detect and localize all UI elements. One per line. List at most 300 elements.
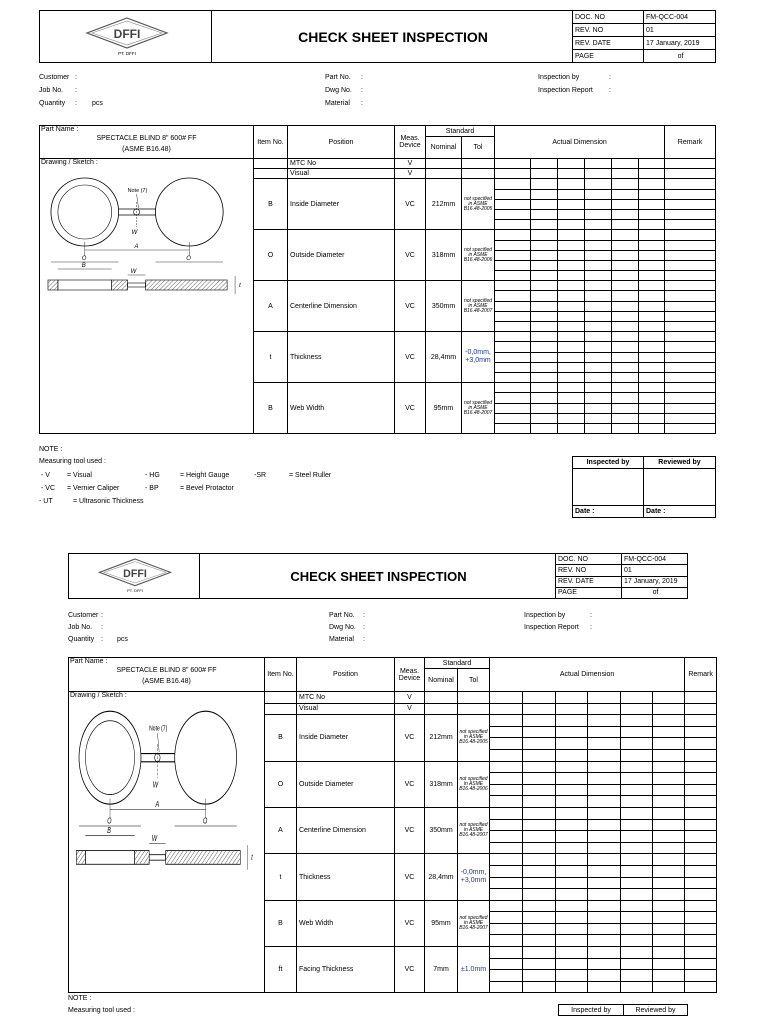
measurement-cell[interactable] xyxy=(495,199,531,209)
remark-cell[interactable] xyxy=(665,332,716,342)
measurement-cell[interactable] xyxy=(490,854,523,866)
measurement-cell[interactable] xyxy=(612,291,639,301)
measurement-cell[interactable] xyxy=(531,250,558,260)
measurement-cell[interactable] xyxy=(558,159,585,169)
measurement-cell[interactable] xyxy=(490,958,523,970)
measurement-cell[interactable] xyxy=(612,393,639,403)
measurement-cell[interactable] xyxy=(556,900,588,912)
measurement-cell[interactable] xyxy=(490,865,523,877)
measurement-cell[interactable] xyxy=(495,159,531,169)
measurement-cell[interactable] xyxy=(588,842,621,854)
measurement-cell[interactable] xyxy=(639,179,665,189)
measurement-cell[interactable] xyxy=(653,842,685,854)
measurement-cell[interactable] xyxy=(612,240,639,250)
remark-cell[interactable] xyxy=(665,352,716,362)
measurement-cell[interactable] xyxy=(653,900,685,912)
measurement-cell[interactable] xyxy=(653,912,685,924)
measurement-cell[interactable] xyxy=(531,169,558,179)
measurement-cell[interactable] xyxy=(523,703,556,715)
measurement-cell[interactable] xyxy=(490,738,523,750)
measurement-cell[interactable] xyxy=(558,372,585,382)
measurement-cell[interactable] xyxy=(653,831,685,843)
measurement-cell[interactable] xyxy=(523,889,556,901)
measurement-cell[interactable] xyxy=(588,807,621,819)
measurement-cell[interactable] xyxy=(495,169,531,179)
remark-cell[interactable] xyxy=(665,291,716,301)
measurement-cell[interactable] xyxy=(588,796,621,808)
measurement-cell[interactable] xyxy=(523,947,556,959)
measurement-cell[interactable] xyxy=(523,970,556,982)
measurement-cell[interactable] xyxy=(621,715,653,727)
measurement-cell[interactable] xyxy=(585,230,612,240)
measurement-cell[interactable] xyxy=(531,209,558,219)
measurement-cell[interactable] xyxy=(585,220,612,230)
measurement-cell[interactable] xyxy=(495,413,531,423)
measurement-cell[interactable] xyxy=(495,393,531,403)
measurement-cell[interactable] xyxy=(556,703,588,715)
remark-cell[interactable] xyxy=(665,240,716,250)
measurement-cell[interactable] xyxy=(653,738,685,750)
measurement-cell[interactable] xyxy=(639,322,665,332)
measurement-cell[interactable] xyxy=(653,854,685,866)
measurement-cell[interactable] xyxy=(653,726,685,738)
measurement-cell[interactable] xyxy=(490,692,523,704)
measurement-cell[interactable] xyxy=(558,179,585,189)
measurement-cell[interactable] xyxy=(490,842,523,854)
remark-cell[interactable] xyxy=(665,159,716,169)
measurement-cell[interactable] xyxy=(531,291,558,301)
measurement-cell[interactable] xyxy=(558,311,585,321)
measurement-cell[interactable] xyxy=(490,807,523,819)
measurement-cell[interactable] xyxy=(612,260,639,270)
measurement-cell[interactable] xyxy=(531,199,558,209)
measurement-cell[interactable] xyxy=(585,179,612,189)
measurement-cell[interactable] xyxy=(585,250,612,260)
measurement-cell[interactable] xyxy=(612,332,639,342)
measurement-cell[interactable] xyxy=(585,301,612,311)
measurement-cell[interactable] xyxy=(588,726,621,738)
measurement-cell[interactable] xyxy=(588,947,621,959)
measurement-cell[interactable] xyxy=(490,831,523,843)
measurement-cell[interactable] xyxy=(495,291,531,301)
remark-cell[interactable] xyxy=(665,403,716,413)
measurement-cell[interactable] xyxy=(558,240,585,250)
remark-cell[interactable] xyxy=(685,819,717,831)
measurement-cell[interactable] xyxy=(653,761,685,773)
measurement-cell[interactable] xyxy=(621,703,653,715)
measurement-cell[interactable] xyxy=(621,692,653,704)
measurement-cell[interactable] xyxy=(612,301,639,311)
measurement-cell[interactable] xyxy=(588,819,621,831)
measurement-cell[interactable] xyxy=(585,423,612,433)
remark-cell[interactable] xyxy=(665,250,716,260)
measurement-cell[interactable] xyxy=(639,413,665,423)
measurement-cell[interactable] xyxy=(639,311,665,321)
measurement-cell[interactable] xyxy=(588,715,621,727)
measurement-cell[interactable] xyxy=(585,322,612,332)
measurement-cell[interactable] xyxy=(556,831,588,843)
measurement-cell[interactable] xyxy=(653,947,685,959)
measurement-cell[interactable] xyxy=(588,738,621,750)
remark-cell[interactable] xyxy=(685,796,717,808)
measurement-cell[interactable] xyxy=(639,383,665,393)
remark-cell[interactable] xyxy=(685,935,717,947)
measurement-cell[interactable] xyxy=(588,981,621,993)
measurement-cell[interactable] xyxy=(556,889,588,901)
measurement-cell[interactable] xyxy=(621,796,653,808)
measurement-cell[interactable] xyxy=(588,749,621,761)
measurement-cell[interactable] xyxy=(585,393,612,403)
measurement-cell[interactable] xyxy=(531,230,558,240)
measurement-cell[interactable] xyxy=(495,383,531,393)
measurement-cell[interactable] xyxy=(639,352,665,362)
measurement-cell[interactable] xyxy=(612,311,639,321)
measurement-cell[interactable] xyxy=(612,281,639,291)
measurement-cell[interactable] xyxy=(639,362,665,372)
measurement-cell[interactable] xyxy=(621,831,653,843)
measurement-cell[interactable] xyxy=(523,726,556,738)
measurement-cell[interactable] xyxy=(621,749,653,761)
measurement-cell[interactable] xyxy=(588,703,621,715)
remark-cell[interactable] xyxy=(685,842,717,854)
measurement-cell[interactable] xyxy=(556,970,588,982)
measurement-cell[interactable] xyxy=(639,291,665,301)
measurement-cell[interactable] xyxy=(556,796,588,808)
measurement-cell[interactable] xyxy=(490,935,523,947)
measurement-cell[interactable] xyxy=(621,877,653,889)
remark-cell[interactable] xyxy=(685,947,717,959)
remark-cell[interactable] xyxy=(665,230,716,240)
measurement-cell[interactable] xyxy=(621,738,653,750)
measurement-cell[interactable] xyxy=(621,784,653,796)
measurement-cell[interactable] xyxy=(585,403,612,413)
remark-cell[interactable] xyxy=(685,761,717,773)
measurement-cell[interactable] xyxy=(495,271,531,281)
remark-cell[interactable] xyxy=(665,372,716,382)
measurement-cell[interactable] xyxy=(556,761,588,773)
remark-cell[interactable] xyxy=(685,912,717,924)
measurement-cell[interactable] xyxy=(523,796,556,808)
measurement-cell[interactable] xyxy=(490,912,523,924)
measurement-cell[interactable] xyxy=(621,912,653,924)
measurement-cell[interactable] xyxy=(490,784,523,796)
remark-cell[interactable] xyxy=(685,865,717,877)
measurement-cell[interactable] xyxy=(653,865,685,877)
remark-cell[interactable] xyxy=(685,831,717,843)
measurement-cell[interactable] xyxy=(490,889,523,901)
measurement-cell[interactable] xyxy=(612,271,639,281)
measurement-cell[interactable] xyxy=(558,281,585,291)
measurement-cell[interactable] xyxy=(556,784,588,796)
measurement-cell[interactable] xyxy=(585,260,612,270)
remark-cell[interactable] xyxy=(685,981,717,993)
measurement-cell[interactable] xyxy=(490,703,523,715)
measurement-cell[interactable] xyxy=(531,332,558,342)
measurement-cell[interactable] xyxy=(558,209,585,219)
measurement-cell[interactable] xyxy=(556,935,588,947)
remark-cell[interactable] xyxy=(665,311,716,321)
measurement-cell[interactable] xyxy=(612,179,639,189)
measurement-cell[interactable] xyxy=(653,784,685,796)
measurement-cell[interactable] xyxy=(588,877,621,889)
measurement-cell[interactable] xyxy=(490,900,523,912)
measurement-cell[interactable] xyxy=(558,291,585,301)
remark-cell[interactable] xyxy=(665,393,716,403)
measurement-cell[interactable] xyxy=(531,281,558,291)
measurement-cell[interactable] xyxy=(585,189,612,199)
remark-cell[interactable] xyxy=(685,923,717,935)
measurement-cell[interactable] xyxy=(621,726,653,738)
measurement-cell[interactable] xyxy=(490,749,523,761)
measurement-cell[interactable] xyxy=(588,900,621,912)
remark-cell[interactable] xyxy=(685,807,717,819)
measurement-cell[interactable] xyxy=(621,970,653,982)
measurement-cell[interactable] xyxy=(523,923,556,935)
measurement-cell[interactable] xyxy=(531,301,558,311)
measurement-cell[interactable] xyxy=(588,692,621,704)
measurement-cell[interactable] xyxy=(653,877,685,889)
measurement-cell[interactable] xyxy=(588,970,621,982)
reviewed-by-sign[interactable] xyxy=(644,469,716,506)
measurement-cell[interactable] xyxy=(556,738,588,750)
measurement-cell[interactable] xyxy=(612,372,639,382)
measurement-cell[interactable] xyxy=(653,819,685,831)
measurement-cell[interactable] xyxy=(612,322,639,332)
measurement-cell[interactable] xyxy=(556,947,588,959)
measurement-cell[interactable] xyxy=(531,393,558,403)
measurement-cell[interactable] xyxy=(639,199,665,209)
measurement-cell[interactable] xyxy=(558,403,585,413)
measurement-cell[interactable] xyxy=(639,332,665,342)
remark-cell[interactable] xyxy=(665,301,716,311)
measurement-cell[interactable] xyxy=(653,807,685,819)
reviewed-date[interactable]: Date : xyxy=(644,506,716,518)
remark-cell[interactable] xyxy=(685,958,717,970)
measurement-cell[interactable] xyxy=(639,301,665,311)
measurement-cell[interactable] xyxy=(490,761,523,773)
remark-cell[interactable] xyxy=(665,383,716,393)
measurement-cell[interactable] xyxy=(612,230,639,240)
measurement-cell[interactable] xyxy=(588,831,621,843)
measurement-cell[interactable] xyxy=(523,912,556,924)
measurement-cell[interactable] xyxy=(588,784,621,796)
measurement-cell[interactable] xyxy=(495,332,531,342)
measurement-cell[interactable] xyxy=(523,692,556,704)
measurement-cell[interactable] xyxy=(495,220,531,230)
measurement-cell[interactable] xyxy=(612,159,639,169)
measurement-cell[interactable] xyxy=(612,423,639,433)
remark-cell[interactable] xyxy=(685,784,717,796)
measurement-cell[interactable] xyxy=(621,807,653,819)
measurement-cell[interactable] xyxy=(612,413,639,423)
remark-cell[interactable] xyxy=(685,773,717,785)
measurement-cell[interactable] xyxy=(558,301,585,311)
measurement-cell[interactable] xyxy=(621,889,653,901)
measurement-cell[interactable] xyxy=(612,199,639,209)
measurement-cell[interactable] xyxy=(490,796,523,808)
remark-cell[interactable] xyxy=(665,413,716,423)
measurement-cell[interactable] xyxy=(612,352,639,362)
measurement-cell[interactable] xyxy=(585,271,612,281)
measurement-cell[interactable] xyxy=(490,726,523,738)
measurement-cell[interactable] xyxy=(612,250,639,260)
measurement-cell[interactable] xyxy=(612,209,639,219)
measurement-cell[interactable] xyxy=(495,322,531,332)
measurement-cell[interactable] xyxy=(490,970,523,982)
remark-cell[interactable] xyxy=(685,970,717,982)
measurement-cell[interactable] xyxy=(531,362,558,372)
measurement-cell[interactable] xyxy=(495,260,531,270)
measurement-cell[interactable] xyxy=(558,393,585,403)
measurement-cell[interactable] xyxy=(490,947,523,959)
measurement-cell[interactable] xyxy=(556,692,588,704)
measurement-cell[interactable] xyxy=(585,311,612,321)
measurement-cell[interactable] xyxy=(523,935,556,947)
remark-cell[interactable] xyxy=(685,749,717,761)
measurement-cell[interactable] xyxy=(639,189,665,199)
measurement-cell[interactable] xyxy=(639,209,665,219)
measurement-cell[interactable] xyxy=(621,761,653,773)
measurement-cell[interactable] xyxy=(653,703,685,715)
measurement-cell[interactable] xyxy=(653,773,685,785)
measurement-cell[interactable] xyxy=(523,865,556,877)
measurement-cell[interactable] xyxy=(490,923,523,935)
remark-cell[interactable] xyxy=(685,738,717,750)
measurement-cell[interactable] xyxy=(639,393,665,403)
remark-cell[interactable] xyxy=(665,362,716,372)
measurement-cell[interactable] xyxy=(621,842,653,854)
measurement-cell[interactable] xyxy=(653,889,685,901)
measurement-cell[interactable] xyxy=(495,250,531,260)
measurement-cell[interactable] xyxy=(531,322,558,332)
measurement-cell[interactable] xyxy=(523,715,556,727)
measurement-cell[interactable] xyxy=(639,281,665,291)
measurement-cell[interactable] xyxy=(495,362,531,372)
measurement-cell[interactable] xyxy=(639,423,665,433)
measurement-cell[interactable] xyxy=(558,260,585,270)
measurement-cell[interactable] xyxy=(556,854,588,866)
measurement-cell[interactable] xyxy=(523,900,556,912)
measurement-cell[interactable] xyxy=(531,271,558,281)
measurement-cell[interactable] xyxy=(558,199,585,209)
measurement-cell[interactable] xyxy=(523,854,556,866)
measurement-cell[interactable] xyxy=(588,935,621,947)
measurement-cell[interactable] xyxy=(612,362,639,372)
measurement-cell[interactable] xyxy=(556,912,588,924)
remark-cell[interactable] xyxy=(665,209,716,219)
measurement-cell[interactable] xyxy=(556,819,588,831)
measurement-cell[interactable] xyxy=(653,935,685,947)
measurement-cell[interactable] xyxy=(490,981,523,993)
measurement-cell[interactable] xyxy=(558,332,585,342)
measurement-cell[interactable] xyxy=(639,159,665,169)
measurement-cell[interactable] xyxy=(523,877,556,889)
measurement-cell[interactable] xyxy=(531,179,558,189)
measurement-cell[interactable] xyxy=(531,159,558,169)
measurement-cell[interactable] xyxy=(495,179,531,189)
measurement-cell[interactable] xyxy=(495,352,531,362)
measurement-cell[interactable] xyxy=(585,332,612,342)
measurement-cell[interactable] xyxy=(585,342,612,352)
measurement-cell[interactable] xyxy=(585,169,612,179)
measurement-cell[interactable] xyxy=(588,912,621,924)
measurement-cell[interactable] xyxy=(523,773,556,785)
measurement-cell[interactable] xyxy=(639,372,665,382)
measurement-cell[interactable] xyxy=(495,311,531,321)
measurement-cell[interactable] xyxy=(558,169,585,179)
measurement-cell[interactable] xyxy=(556,981,588,993)
measurement-cell[interactable] xyxy=(531,352,558,362)
measurement-cell[interactable] xyxy=(558,383,585,393)
measurement-cell[interactable] xyxy=(585,240,612,250)
measurement-cell[interactable] xyxy=(612,403,639,413)
remark-cell[interactable] xyxy=(665,179,716,189)
measurement-cell[interactable] xyxy=(556,773,588,785)
measurement-cell[interactable] xyxy=(585,281,612,291)
measurement-cell[interactable] xyxy=(621,947,653,959)
remark-cell[interactable] xyxy=(685,692,717,704)
measurement-cell[interactable] xyxy=(585,372,612,382)
measurement-cell[interactable] xyxy=(558,342,585,352)
measurement-cell[interactable] xyxy=(523,842,556,854)
measurement-cell[interactable] xyxy=(588,854,621,866)
measurement-cell[interactable] xyxy=(523,738,556,750)
remark-cell[interactable] xyxy=(665,169,716,179)
remark-cell[interactable] xyxy=(685,900,717,912)
measurement-cell[interactable] xyxy=(621,854,653,866)
measurement-cell[interactable] xyxy=(653,796,685,808)
remark-cell[interactable] xyxy=(685,877,717,889)
measurement-cell[interactable] xyxy=(653,715,685,727)
measurement-cell[interactable] xyxy=(621,865,653,877)
measurement-cell[interactable] xyxy=(531,342,558,352)
measurement-cell[interactable] xyxy=(531,423,558,433)
measurement-cell[interactable] xyxy=(556,958,588,970)
measurement-cell[interactable] xyxy=(639,271,665,281)
measurement-cell[interactable] xyxy=(653,970,685,982)
measurement-cell[interactable] xyxy=(639,342,665,352)
measurement-cell[interactable] xyxy=(653,981,685,993)
remark-cell[interactable] xyxy=(685,726,717,738)
measurement-cell[interactable] xyxy=(495,240,531,250)
measurement-cell[interactable] xyxy=(531,383,558,393)
measurement-cell[interactable] xyxy=(523,819,556,831)
measurement-cell[interactable] xyxy=(531,220,558,230)
measurement-cell[interactable] xyxy=(621,981,653,993)
measurement-cell[interactable] xyxy=(495,230,531,240)
measurement-cell[interactable] xyxy=(558,189,585,199)
measurement-cell[interactable] xyxy=(556,807,588,819)
measurement-cell[interactable] xyxy=(523,831,556,843)
remark-cell[interactable] xyxy=(665,423,716,433)
measurement-cell[interactable] xyxy=(531,311,558,321)
measurement-cell[interactable] xyxy=(523,749,556,761)
measurement-cell[interactable] xyxy=(558,271,585,281)
measurement-cell[interactable] xyxy=(653,958,685,970)
measurement-cell[interactable] xyxy=(653,923,685,935)
measurement-cell[interactable] xyxy=(495,342,531,352)
measurement-cell[interactable] xyxy=(558,250,585,260)
measurement-cell[interactable] xyxy=(585,362,612,372)
measurement-cell[interactable] xyxy=(588,889,621,901)
measurement-cell[interactable] xyxy=(612,383,639,393)
measurement-cell[interactable] xyxy=(495,281,531,291)
remark-cell[interactable] xyxy=(665,260,716,270)
measurement-cell[interactable] xyxy=(621,958,653,970)
measurement-cell[interactable] xyxy=(556,715,588,727)
measurement-cell[interactable] xyxy=(556,842,588,854)
measurement-cell[interactable] xyxy=(523,761,556,773)
